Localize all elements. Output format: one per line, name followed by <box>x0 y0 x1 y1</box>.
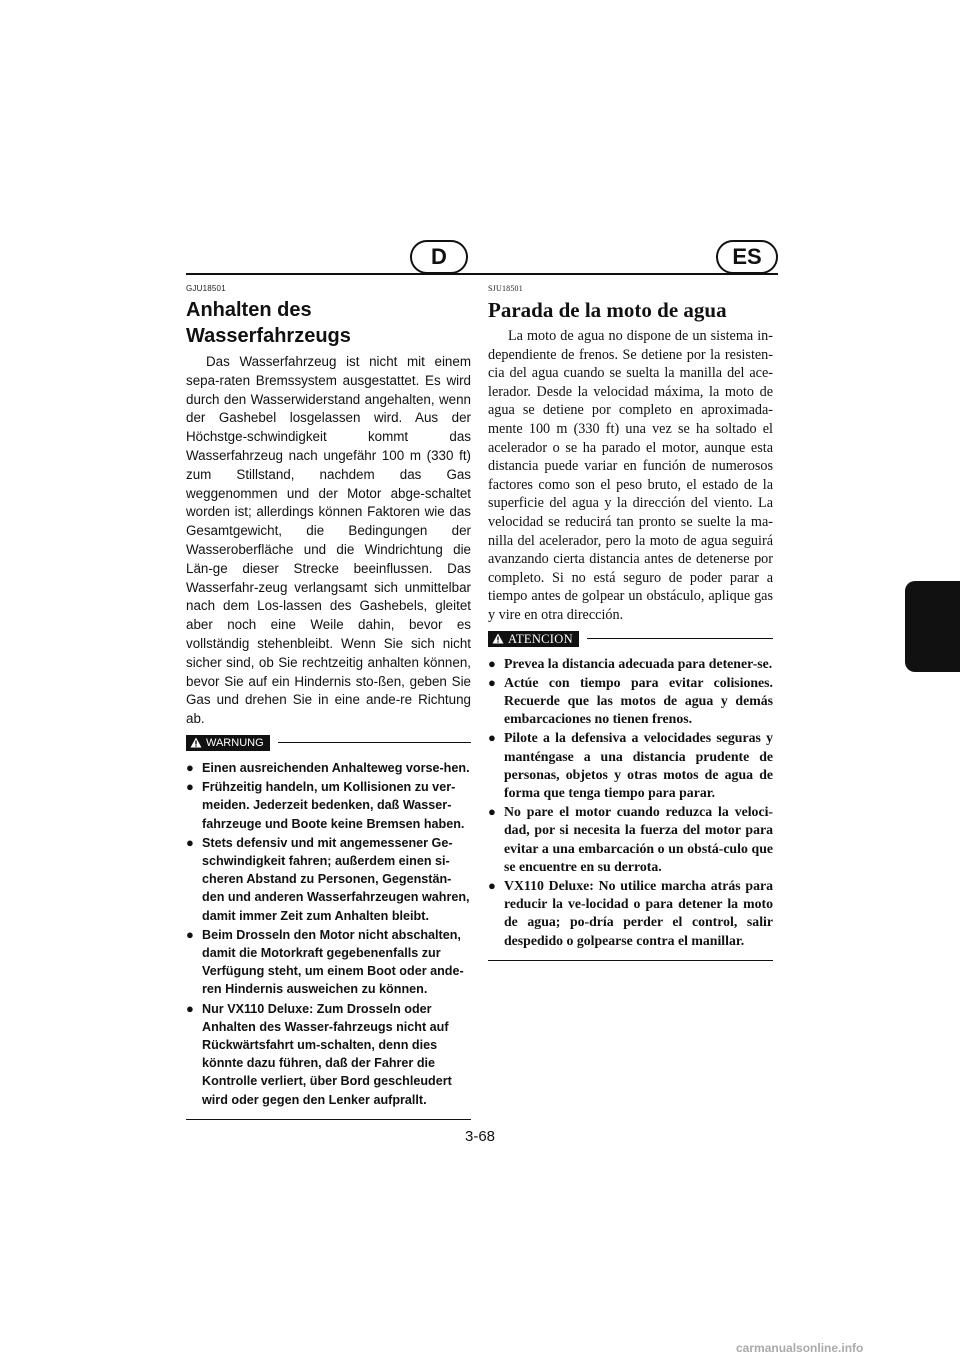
warning-rule <box>587 638 773 639</box>
body-paragraph: Das Wasserfahrzeug ist nicht mit einem sepa-raten Bremssystem ausgestattet. Es wird durch den Wasserwiderstand angehalten, wenn der Gashebel losgelassen wird. Aus der Höchstge-schwindigkeit kommt das Wasserfahrzeug nach ungefähr 100 m (330 ft) zum Stillstand, nachdem das Gas weggenommen und der Motor abge-schaltet worden ist; allerdings können Faktoren wie das Gesamtgewicht, die Bedingungen der Wasseroberfläche und die Windrichtung die Län-ge dieser Strecke beeinflussen. Das Wasserfahr-zeug verlangsamt sich unmittelbar nach dem Los-lassen des Gashebels, gleitet aber noch eine Weile dahin, bevor es vollständig stehenbleibt. Wenn Sie sich nicht sicher sind, ob Sie rechtzeitig anhalten können, bevor Sie auf ein Hindernis sto-ßen, geben Sie Gas und drehen Sie in eine ande-re Richtung ab. <box>186 354 471 727</box>
section-code: SJU18501 <box>488 284 523 293</box>
warning-triangle-icon <box>190 737 202 748</box>
spanish-column <box>488 284 773 961</box>
chapter-tab <box>905 581 960 672</box>
language-badge-german: D <box>410 240 468 274</box>
list-item: ● Actúe con tiempo para evitar colisiones. Recuerde que las motos de agua y demás embarcaciones no tienen frenos. <box>488 674 773 727</box>
warning-rule <box>278 742 471 743</box>
list-item: ● Stets defensiv und mit angemessener Ge-schwindigkeit fahren; außerdem einen si-cheren Abstand zu Personen, Gegenstän-den und anderen Wasserfahrzeugen wahren, damit immer Zeit zum Anhalten bleibt. <box>186 834 470 923</box>
bullet-icon: ● <box>488 674 496 690</box>
section-title: Parada de la moto de agua <box>488 298 727 322</box>
warning-badge <box>488 631 579 647</box>
list-item: ● Pilote a la defensiva a velocidades seguras y manténgase a una distancia prudente de personas, objetos y otras motos de agua de forma que tenga tiempo para parar. <box>488 730 773 800</box>
warning-list <box>186 759 471 1109</box>
bullet-icon: ● <box>186 926 194 942</box>
german-column <box>186 284 471 1120</box>
bullet-icon: ● <box>488 730 496 746</box>
language-badge-spanish: ES <box>716 240 778 274</box>
warning-badge <box>186 735 270 751</box>
bullet-icon: ● <box>488 877 496 893</box>
section-code: GJU18501 <box>186 284 226 293</box>
list-item: ● No pare el motor cuando reduzca la veloci-dad, por si necesita la fuerza del motor para evitar a una embarcación o un obstá-culo que se encuentre en su derrota. <box>488 804 773 874</box>
warning-header <box>488 631 773 647</box>
list-item: ● VX110 Deluxe: No utilice marcha atrás para reducir la ve-locidad o para detener la moto de agua; po-dría perder el control, salir despedido o golpearse contra el manillar. <box>488 877 773 948</box>
warning-label: WARNUNG <box>206 736 264 749</box>
bullet-icon: ● <box>186 759 194 775</box>
list-item: ● Einen ausreichenden Anhalteweg vorse-hen. <box>186 759 471 777</box>
body-paragraph: La moto de agua no dispone de un sistema in-dependiente de frenos. Se detiene por la resisten-cia del agua cuando se suelta la manilla del ace-lerador. Desde la velocidad máxima, la moto de agua se detiene por completo en aproximada-mente 100 m (330 ft) una vez se ha soltado el acelerador o se ha parado el motor, aunque esta distancia puede variar en función de numerosos factores como son el peso bruto, el estado de la superficie del agua y la dirección del viento. La velocidad se reducirá tan pronto se suelte la ma-nilla del acelerador, pero la moto de agua seguirá avanzando cierta distancia antes de detenerse por completo. Si no está seguro de poder parar a tiempo antes de golpear un obstáculo, aplique gas y vire en otra dirección. <box>488 328 773 623</box>
section-title: Anhalten des Wasserfahrzeugs <box>186 299 351 347</box>
list-item: ● Nur VX110 Deluxe: Zum Drosseln oder Anhalten des Wasser-fahrzeugs nicht auf Rückwärtsfahrt um-schalten, denn dies könnte dazu führen, daß der Fahrer die Kontrolle verliert, über Bord geschleudert wird oder gegen den Lenker aufprallt. <box>186 1000 452 1107</box>
list-item: ● Frühzeitig handeln, um Kollisionen zu ver-meiden. Jederzeit bedenken, daß Wasser-fahrzeuge und Boote keine Bremsen haben. <box>186 779 465 831</box>
warning-header <box>186 735 471 751</box>
bullet-icon: ● <box>488 655 496 671</box>
bullet-icon: ● <box>186 779 194 795</box>
warning-triangle-icon <box>492 633 504 644</box>
warning-label: ATENCION <box>508 631 573 646</box>
list-item: ● Beim Drosseln den Motor nicht abschalten, damit die Motorkraft gegebenenfalls zur Verfügung steht, um einem Boot oder ande-ren Hindernis ausweichen zu können. <box>186 926 464 997</box>
bullet-icon: ● <box>488 804 496 820</box>
warning-end-rule <box>186 1119 471 1120</box>
warning-list <box>488 655 773 950</box>
header-divider <box>186 273 778 275</box>
watermark: carmanualsonline.info <box>736 1341 864 1355</box>
list-item: ● Prevea la distancia adecuada para detener-se. <box>488 655 773 673</box>
bullet-icon: ● <box>186 834 194 850</box>
page-number: 3-68 <box>464 1128 496 1145</box>
warning-end-rule <box>488 960 773 961</box>
bullet-icon: ● <box>186 1000 194 1016</box>
